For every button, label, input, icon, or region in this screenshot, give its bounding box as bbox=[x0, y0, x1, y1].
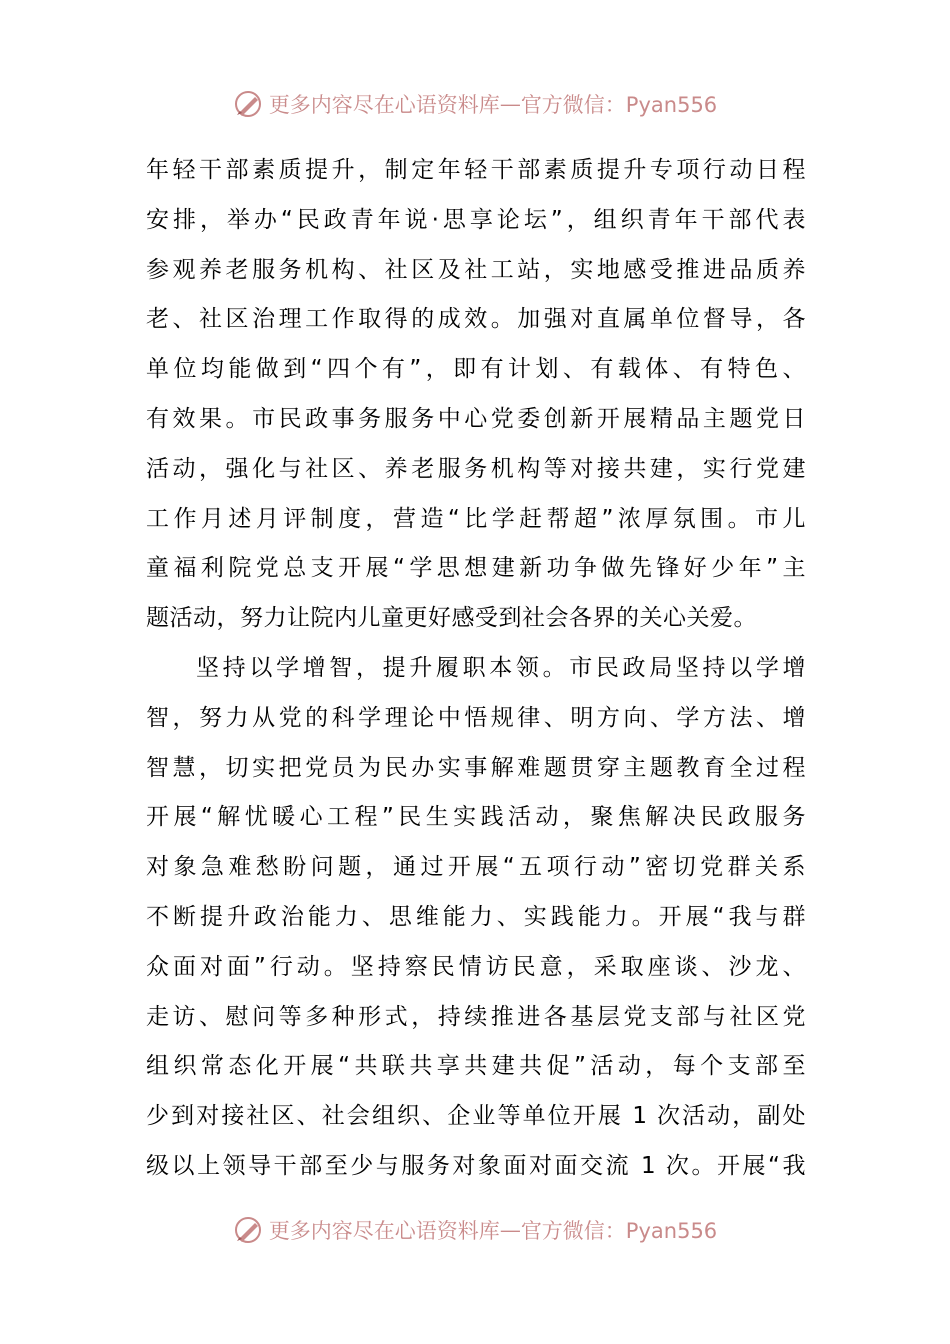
body-line: 年轻干部素质提升，制定年轻干部素质提升专项行动日程 bbox=[146, 157, 806, 183]
pen-logo-icon bbox=[233, 89, 263, 119]
body-line: 题活动，努力让院内儿童更好感受到社会各界的关心关爱。 bbox=[146, 605, 757, 632]
pen-logo-icon bbox=[233, 1215, 263, 1245]
body-line: 少到对接社区、社会组织、企业等单位开展 1 次活动，副处 bbox=[146, 1103, 806, 1130]
body-line: 有效果。市民政事务服务中心党委创新开展精品主题党日 bbox=[146, 405, 806, 432]
footer-banner-separator: — bbox=[499, 1218, 521, 1242]
body-line: 走访、慰问等多种形式，持续推进各基层党支部与社区党 bbox=[146, 1003, 806, 1030]
body-line: 组织常态化开展“共联共享共建共促”活动，每个支部至 bbox=[146, 1053, 806, 1080]
footer-banner-wechat: 官方微信：Pyan556 bbox=[520, 1219, 718, 1243]
body-line: 级以上领导干部至少与服务对象面对面交流 1 次。开展“我 bbox=[146, 1152, 806, 1179]
paragraph-first-line: 坚持以学增智，提升履职本领。市民政局坚持以学增 bbox=[196, 654, 806, 681]
body-line: 活动，强化与社区、养老服务机构等对接共建，实行党建 bbox=[146, 455, 806, 482]
body-line: 对象急难愁盼问题，通过开展“五项行动”密切党群关系 bbox=[146, 854, 806, 881]
header-banner bbox=[0, 84, 950, 124]
body-line: 智，努力从党的科学理论中悟规律、明方向、学方法、增 bbox=[146, 704, 806, 731]
body-line: 安排，举办“民政青年说·思享论坛”，组织青年干部代表 bbox=[146, 206, 806, 233]
body-line: 工作月述月评制度，营造“比学赶帮超”浓厚氛围。市儿 bbox=[146, 505, 806, 532]
body-line: 老、社区治理工作取得的成效。加强对直属单位督导，各 bbox=[146, 306, 806, 333]
header-banner-text: 更多内容尽在心语资料库 bbox=[268, 93, 500, 117]
body-line: 参观养老服务机构、社区及社工站，实地感受推进品质养 bbox=[146, 256, 806, 283]
document-body bbox=[146, 146, 806, 1192]
body-line: 不断提升政治能力、思维能力、实践能力。开展“我与群 bbox=[146, 903, 806, 930]
footer-banner-text: 更多内容尽在心语资料库 bbox=[268, 1219, 500, 1243]
body-line: 单位均能做到“四个有”，即有计划、有载体、有特色、 bbox=[146, 356, 806, 383]
header-banner-wechat: 官方微信：Pyan556 bbox=[520, 93, 718, 117]
header-banner-separator: — bbox=[499, 92, 521, 116]
body-line: 开展“解忧暖心工程”民生实践活动，聚焦解决民政服务 bbox=[146, 804, 806, 831]
body-line: 童福利院党总支开展“学思想建新功争做先锋好少年”主 bbox=[146, 555, 806, 582]
footer-banner bbox=[0, 1210, 950, 1250]
body-line: 众面对面”行动。坚持察民情访民意，采取座谈、沙龙、 bbox=[146, 953, 806, 980]
body-line: 智慧，切实把党员为民办实事解难题贯穿主题教育全过程 bbox=[146, 754, 806, 781]
